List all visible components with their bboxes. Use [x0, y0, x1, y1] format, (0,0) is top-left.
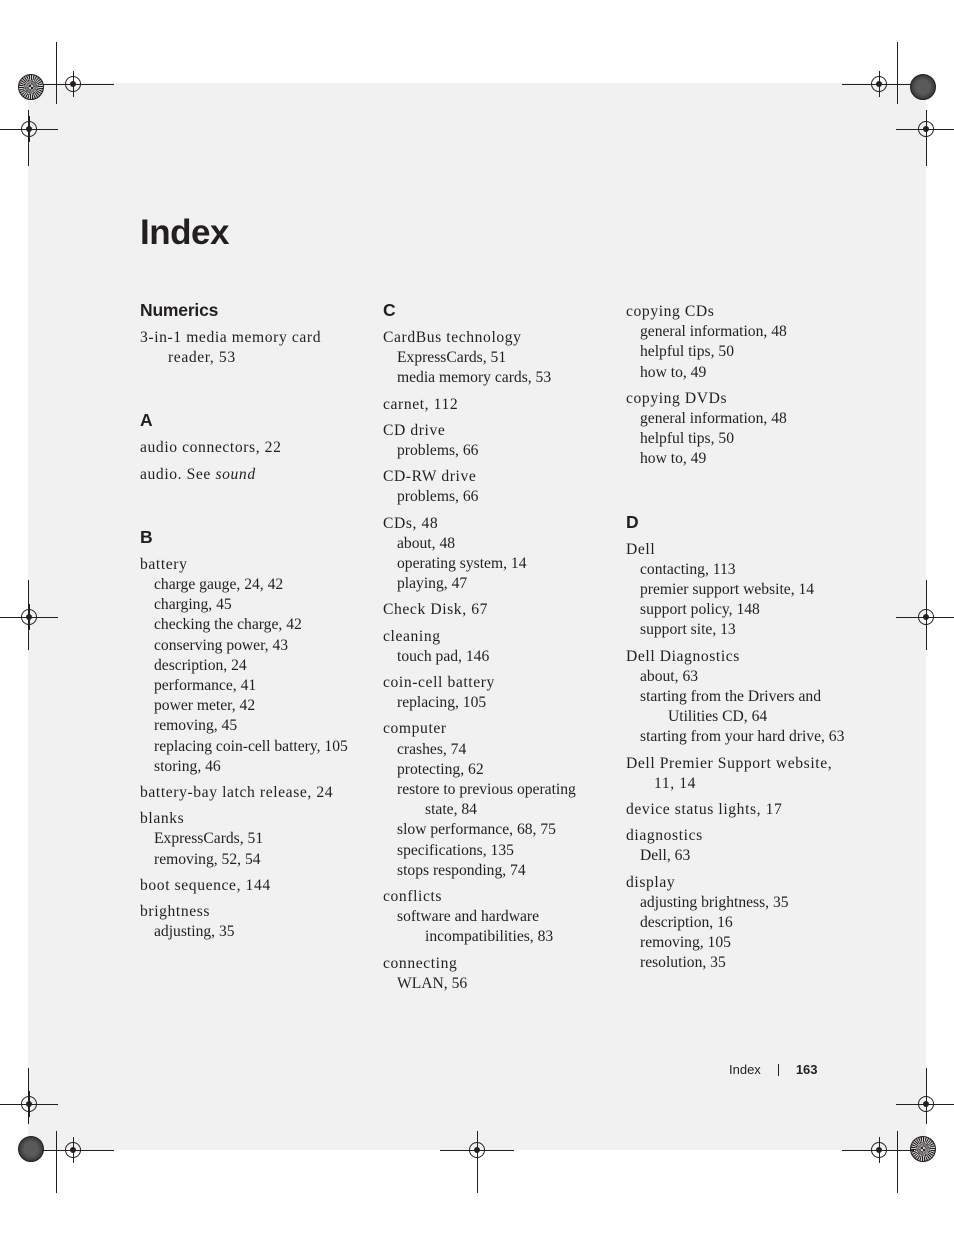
index-subentry: restore to previous operating state, 84 [397, 781, 576, 819]
index-entry [626, 540, 852, 641]
rosette-icon [18, 1136, 44, 1162]
footer-label: Index [729, 1062, 761, 1077]
index-subentry: support policy, 148 [640, 601, 760, 619]
index-term: 3-in-1 media memory card reader, 53 [140, 329, 322, 367]
index-term: computer [383, 720, 447, 738]
index-subentry: how to, 49 [640, 363, 707, 381]
index-term: Check Disk, 67 [383, 601, 488, 619]
section-heading: A [140, 410, 153, 431]
index-entry [626, 754, 852, 794]
crosshair-icon [918, 121, 934, 137]
crosshair-icon [871, 1142, 887, 1158]
index-term: diagnostics [626, 827, 703, 845]
index-subentry: description, 16 [640, 914, 733, 932]
index-term: audio connectors, 22 [140, 439, 282, 457]
index-entry [383, 887, 609, 948]
index-subentry: WLAN, 56 [397, 974, 468, 992]
index-entry [140, 438, 366, 458]
index-term: conflicts [383, 888, 443, 906]
index-subentry: specifications, 135 [397, 841, 514, 859]
page-title: Index [140, 213, 229, 252]
index-subentry: stops responding, 74 [397, 861, 526, 879]
index-term: brightness [140, 903, 211, 921]
index-term: Dell Diagnostics [626, 647, 740, 665]
index-subentry: slow performance, 68, 75 [397, 821, 556, 839]
index-term: audio. See sound [140, 465, 256, 483]
index-entry [626, 302, 852, 383]
cross-reference: sound [215, 465, 256, 483]
index-term: boot sequence, 144 [140, 876, 271, 894]
crosshair-icon [918, 1096, 934, 1112]
rosette-icon [18, 74, 44, 100]
index-subentry: software and hardware incompatibilities, 83 [397, 908, 554, 946]
index-entry [383, 954, 609, 994]
index-subentry: replacing, 105 [397, 694, 487, 712]
index-entry [383, 600, 609, 620]
page-footer [729, 1062, 818, 1077]
section-heading: C [383, 300, 396, 320]
index-subentry: crashes, 74 [397, 740, 467, 758]
index-entry [383, 719, 609, 881]
index-subentry: helpful tips, 50 [640, 430, 734, 448]
index-subentry: Dell, 63 [640, 847, 691, 865]
index-term: copying DVDs [626, 389, 728, 407]
section-heading: D [626, 511, 639, 532]
index-term: CD drive [383, 421, 446, 439]
index-subentry: premier support website, 14 [640, 581, 815, 599]
index-subentry: general information, 48 [640, 410, 787, 428]
index-entry [626, 873, 852, 974]
index-column-1 [140, 300, 366, 948]
crosshair-icon [65, 1142, 81, 1158]
index-subentry: ExpressCards, 51 [154, 830, 264, 848]
index-entry [140, 809, 366, 870]
index-term: connecting [383, 954, 458, 972]
index-subentry: general information, 48 [640, 323, 787, 341]
index-entry [626, 389, 852, 470]
footer-divider [778, 1064, 779, 1076]
index-entry [140, 783, 366, 803]
page-number: 163 [795, 1062, 818, 1077]
index-entry [383, 514, 609, 595]
index-entry [626, 800, 852, 820]
index-term: device status lights, 17 [626, 801, 783, 819]
index-subentry: support site, 13 [640, 621, 736, 639]
index-subentry: adjusting brightness, 35 [640, 893, 789, 911]
index-subentry: charge gauge, 24, 42 [154, 576, 284, 594]
index-term: battery-bay latch release, 24 [140, 784, 334, 802]
index-entry [383, 467, 609, 507]
index-entry [383, 673, 609, 713]
crosshair-icon [469, 1142, 485, 1158]
index-entry [626, 647, 852, 748]
index-column-3 [626, 302, 852, 980]
index-term: Dell [626, 540, 656, 558]
index-subentry: removing, 52, 54 [154, 850, 261, 868]
index-column-2 [383, 300, 609, 1000]
index-subentry: contacting, 113 [640, 560, 736, 578]
index-subentry: adjusting, 35 [154, 923, 235, 941]
crosshair-icon [21, 1096, 37, 1112]
rosette-icon [910, 1136, 936, 1162]
crosshair-icon [65, 76, 81, 92]
index-term: CDs, 48 [383, 514, 439, 532]
index-subentry: starting from the Drivers and Utilities CD, 64 [640, 688, 822, 726]
index-subentry: protecting, 62 [397, 760, 484, 778]
index-subentry: about, 48 [397, 534, 456, 552]
index-subentry: replacing coin-cell battery, 105 [154, 737, 348, 755]
crosshair-icon [21, 609, 37, 625]
index-subentry: performance, 41 [154, 677, 257, 695]
index-subentry: media memory cards, 53 [397, 369, 552, 387]
index-subentry: touch pad, 146 [397, 647, 490, 665]
index-subentry: charging, 45 [154, 596, 232, 614]
index-term: Dell Premier Support website, 11, 14 [626, 754, 833, 792]
index-entry [383, 627, 609, 667]
index-term: display [626, 873, 676, 891]
index-entry [140, 876, 366, 896]
index-entry [383, 421, 609, 461]
index-subentry: storing, 46 [154, 757, 221, 775]
index-term: coin-cell battery [383, 674, 495, 692]
section-heading: Numerics [140, 300, 219, 320]
index-entry [383, 328, 609, 389]
crosshair-icon [918, 609, 934, 625]
crosshair-icon [871, 76, 887, 92]
index-entry [140, 328, 366, 368]
index-subentry: conserving power, 43 [154, 636, 289, 654]
index-subentry: removing, 105 [640, 934, 731, 952]
index-subentry: removing, 45 [154, 717, 238, 735]
index-subentry: playing, 47 [397, 575, 468, 593]
index-term: blanks [140, 810, 185, 828]
index-term: CD-RW drive [383, 468, 477, 486]
index-subentry: problems, 66 [397, 488, 479, 506]
index-subentry: resolution, 35 [640, 954, 726, 972]
index-subentry: ExpressCards, 51 [397, 349, 507, 367]
index-term: carnet, 112 [383, 395, 459, 413]
index-subentry: description, 24 [154, 656, 247, 674]
index-term: battery [140, 555, 188, 573]
index-subentry: power meter, 42 [154, 697, 256, 715]
index-subentry: how to, 49 [640, 450, 707, 468]
index-term: CardBus technology [383, 329, 522, 346]
index-entry [140, 465, 366, 485]
index-subentry: operating system, 14 [397, 555, 527, 573]
rosette-icon [910, 74, 936, 100]
index-entry [140, 555, 366, 777]
index-subentry: about, 63 [640, 667, 699, 685]
crosshair-icon [21, 121, 37, 137]
section-heading: B [140, 526, 153, 547]
index-term: cleaning [383, 627, 441, 645]
index-entry [626, 826, 852, 866]
index-subentry: starting from your hard drive, 63 [640, 728, 845, 746]
index-entry [140, 902, 366, 942]
index-subentry: checking the charge, 42 [154, 616, 302, 634]
index-term: copying CDs [626, 303, 715, 320]
index-subentry: problems, 66 [397, 442, 479, 460]
index-subentry: helpful tips, 50 [640, 343, 734, 361]
index-entry [383, 395, 609, 415]
